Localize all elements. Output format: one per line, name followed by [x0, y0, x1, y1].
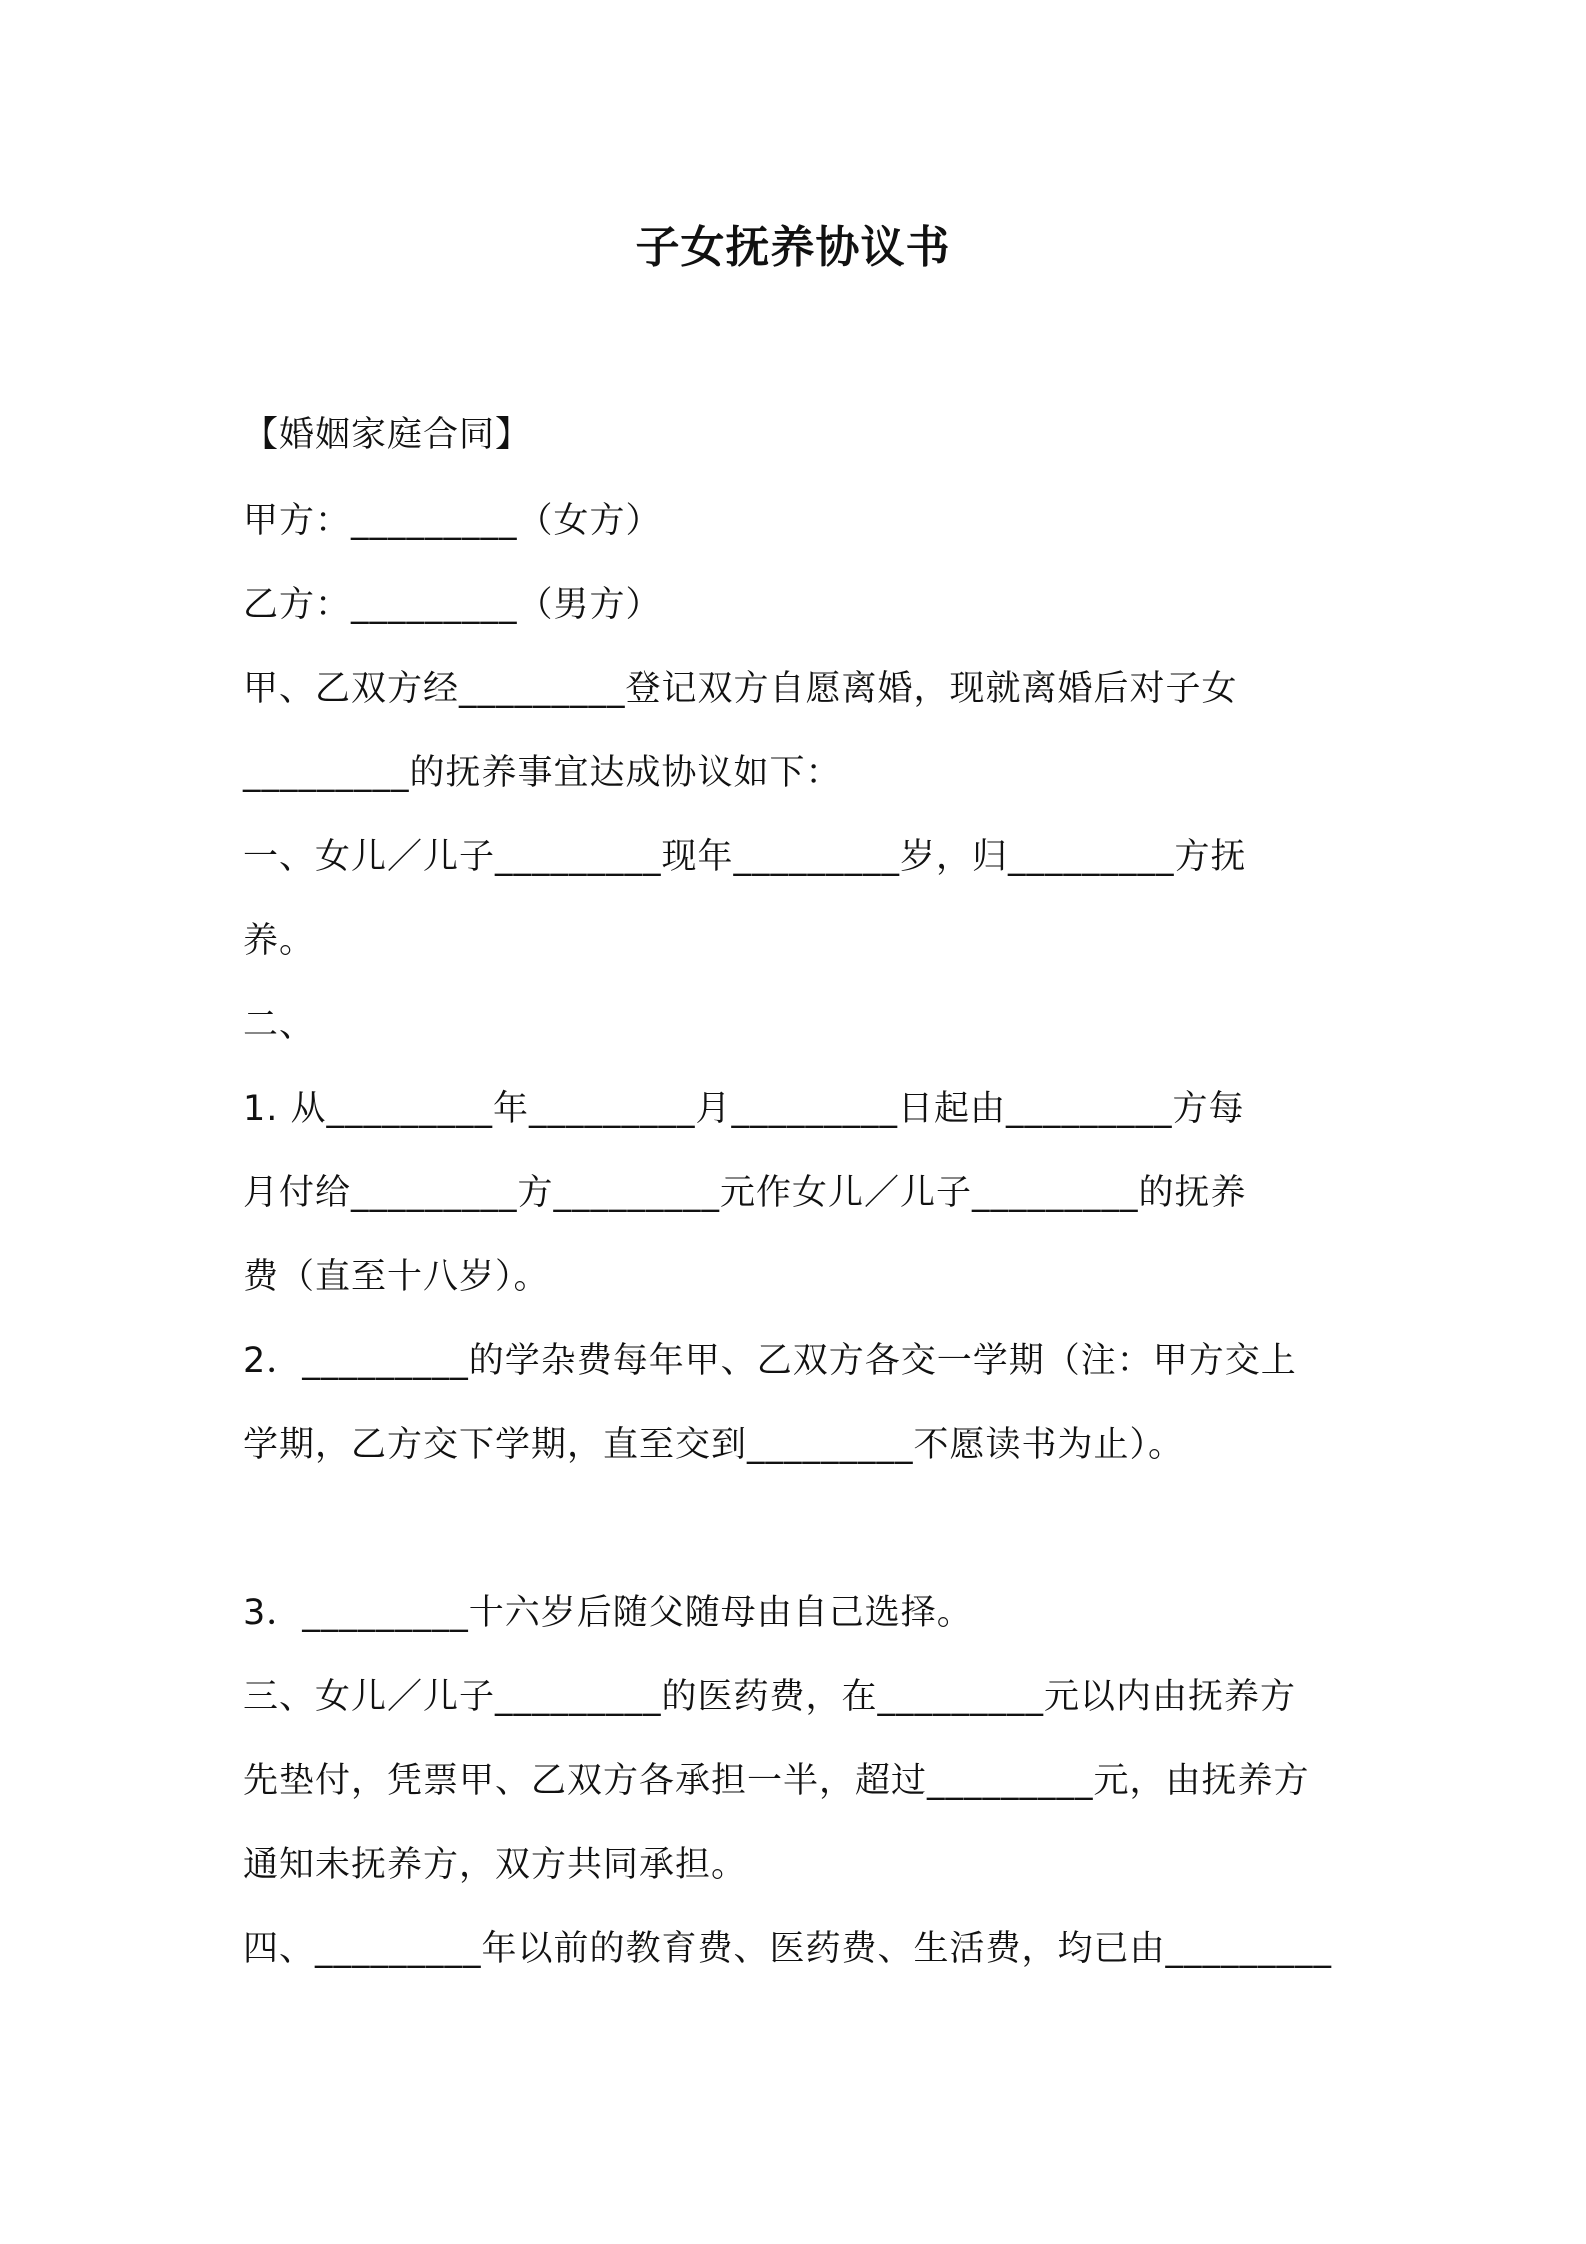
party-b-line: 乙方：_________（男方）: [243, 585, 662, 625]
clause-4-line-1: 四、_________年以前的教育费、医药费、生活费，均已由_________: [243, 1929, 1333, 1969]
clause-1-line-2: 养。: [243, 921, 316, 961]
clause-2-1-line-2: 月付给_________方_________元作女儿／儿子_________的抚养: [243, 1173, 1247, 1213]
clause-2-2-line-2: 学期，乙方交下学期，直至交到_________不愿读书为止）。: [243, 1425, 1185, 1465]
contract-category: 【婚姻家庭合同】: [243, 415, 532, 455]
clause-3-line-3: 通知未抚养方，双方共同承担。: [243, 1845, 748, 1885]
clause-2-1-line-1: 1. 从_________年_________月_________日起由_________方每: [243, 1089, 1245, 1129]
clause-2-2-line-1: 2．_________的学杂费每年甲、乙双方各交一学期（注：甲方交上: [243, 1341, 1297, 1381]
intro-line-2: _________的抚养事宜达成协议如下：: [243, 753, 842, 793]
intro-line-1: 甲、乙双方经_________登记双方自愿离婚，现就离婚后对子女: [243, 669, 1238, 709]
clause-2-1-line-3: 费（直至十八岁）。: [243, 1257, 550, 1297]
document-title: 子女抚养协议书: [635, 222, 951, 273]
clause-2-heading: 二、: [243, 1005, 316, 1045]
party-a-line: 甲方：_________（女方）: [243, 501, 662, 541]
clause-3-line-1: 三、女儿／儿子_________的医药费，在_________元以内由抚养方: [243, 1677, 1297, 1717]
clause-2-3-line: 3．_________十六岁后随父随母由自己选择。: [243, 1593, 973, 1633]
clause-3-line-2: 先垫付，凭票甲、乙双方各承担一半，超过_________元，由抚养方: [243, 1761, 1310, 1801]
clause-1-line-1: 一、女儿／儿子_________现年_________岁，归_________方抚: [243, 837, 1247, 877]
